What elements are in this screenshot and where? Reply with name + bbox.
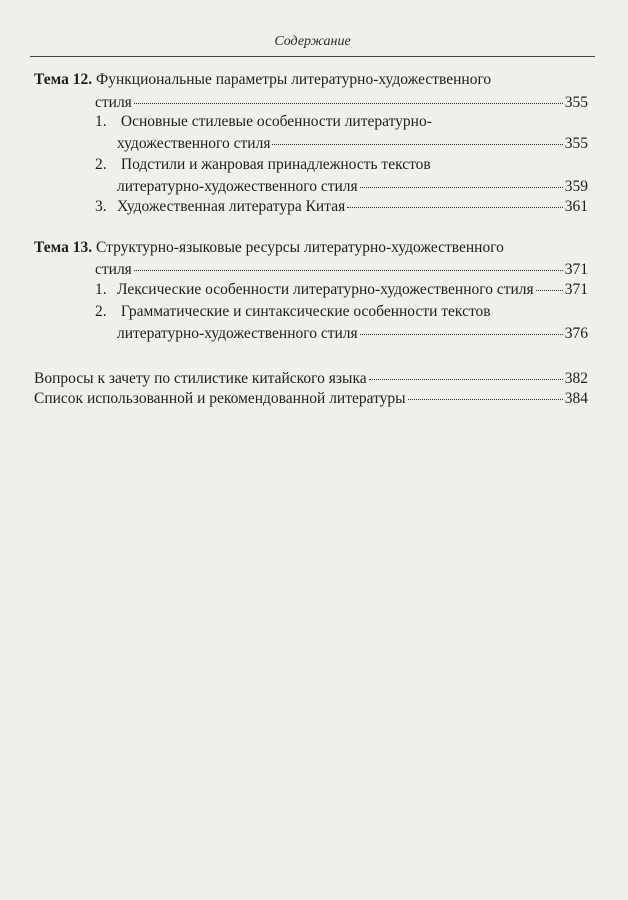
entry-title: Вопросы к зачету по стилистике китайского языка — [34, 370, 367, 387]
page-number: 359 — [564, 178, 588, 195]
item-title: Художественная литература Китая — [117, 198, 346, 215]
item-number: 1. — [95, 113, 107, 130]
toc-entry-topic-12[interactable] — [95, 93, 588, 113]
toc-entry-13-1[interactable] — [95, 280, 588, 300]
toc-topic-12-heading — [34, 70, 491, 90]
dot-leader — [134, 103, 563, 104]
topic-title-continued: стиля — [95, 261, 132, 278]
header-rule — [30, 56, 595, 57]
topic-title: Функциональные параметры литературно-художественного — [95, 71, 492, 88]
item-number: 2. — [95, 156, 107, 173]
page-number: 371 — [564, 261, 588, 278]
dot-leader — [347, 207, 563, 208]
topic-title-continued: стиля — [95, 94, 132, 111]
page-number: 371 — [564, 281, 588, 298]
item-title: Лексические особенности литературно-художественного стиля — [117, 281, 534, 298]
dot-leader — [360, 187, 563, 188]
running-header: Содержание — [274, 34, 351, 49]
dot-leader — [408, 399, 563, 400]
item-number: 3. — [95, 198, 107, 215]
item-title-continued: литературно-художественного стиля — [117, 325, 358, 342]
item-number: 2. — [95, 303, 107, 320]
toc-entry-exam-questions[interactable] — [34, 369, 588, 389]
toc-item-12-1-heading — [95, 112, 432, 132]
item-number: 1. — [95, 281, 107, 298]
dot-leader — [272, 144, 562, 145]
page-number: 384 — [564, 390, 588, 407]
entry-title: Список использованной и рекомендованной литературы — [34, 390, 406, 407]
item-title: Грамматические и синтаксические особенности текстов — [120, 303, 491, 320]
toc-item-12-2-heading — [95, 155, 431, 175]
item-title: Основные стилевые особенности литературно- — [120, 113, 432, 130]
toc-entry-12-3[interactable] — [95, 197, 588, 217]
dot-leader — [134, 270, 563, 271]
toc-entry-bibliography[interactable] — [34, 389, 588, 409]
page-number: 376 — [564, 325, 588, 342]
dot-leader — [360, 334, 563, 335]
toc-entry-13-2[interactable] — [117, 324, 588, 344]
page-number: 382 — [564, 370, 588, 387]
toc-entry-12-2[interactable] — [117, 177, 588, 197]
page-number: 355 — [564, 135, 588, 152]
item-title-continued: художественного стиля — [117, 135, 271, 152]
toc-item-13-2-heading — [95, 302, 491, 322]
topic-label: Тема 12. — [34, 71, 93, 88]
page-number: 361 — [564, 198, 588, 215]
page-number: 355 — [564, 94, 588, 111]
toc-entry-12-1[interactable] — [117, 134, 588, 154]
topic-title: Структурно-языковые ресурсы литературно-художественного — [95, 239, 504, 256]
item-title-continued: литературно-художественного стиля — [117, 178, 358, 195]
toc-topic-13-heading — [34, 238, 504, 258]
item-title: Подстили и жанровая принадлежность текстов — [120, 156, 431, 173]
toc-entry-topic-13[interactable] — [95, 260, 588, 280]
dot-leader — [536, 290, 563, 291]
topic-label: Тема 13. — [34, 239, 93, 256]
dot-leader — [369, 379, 563, 380]
